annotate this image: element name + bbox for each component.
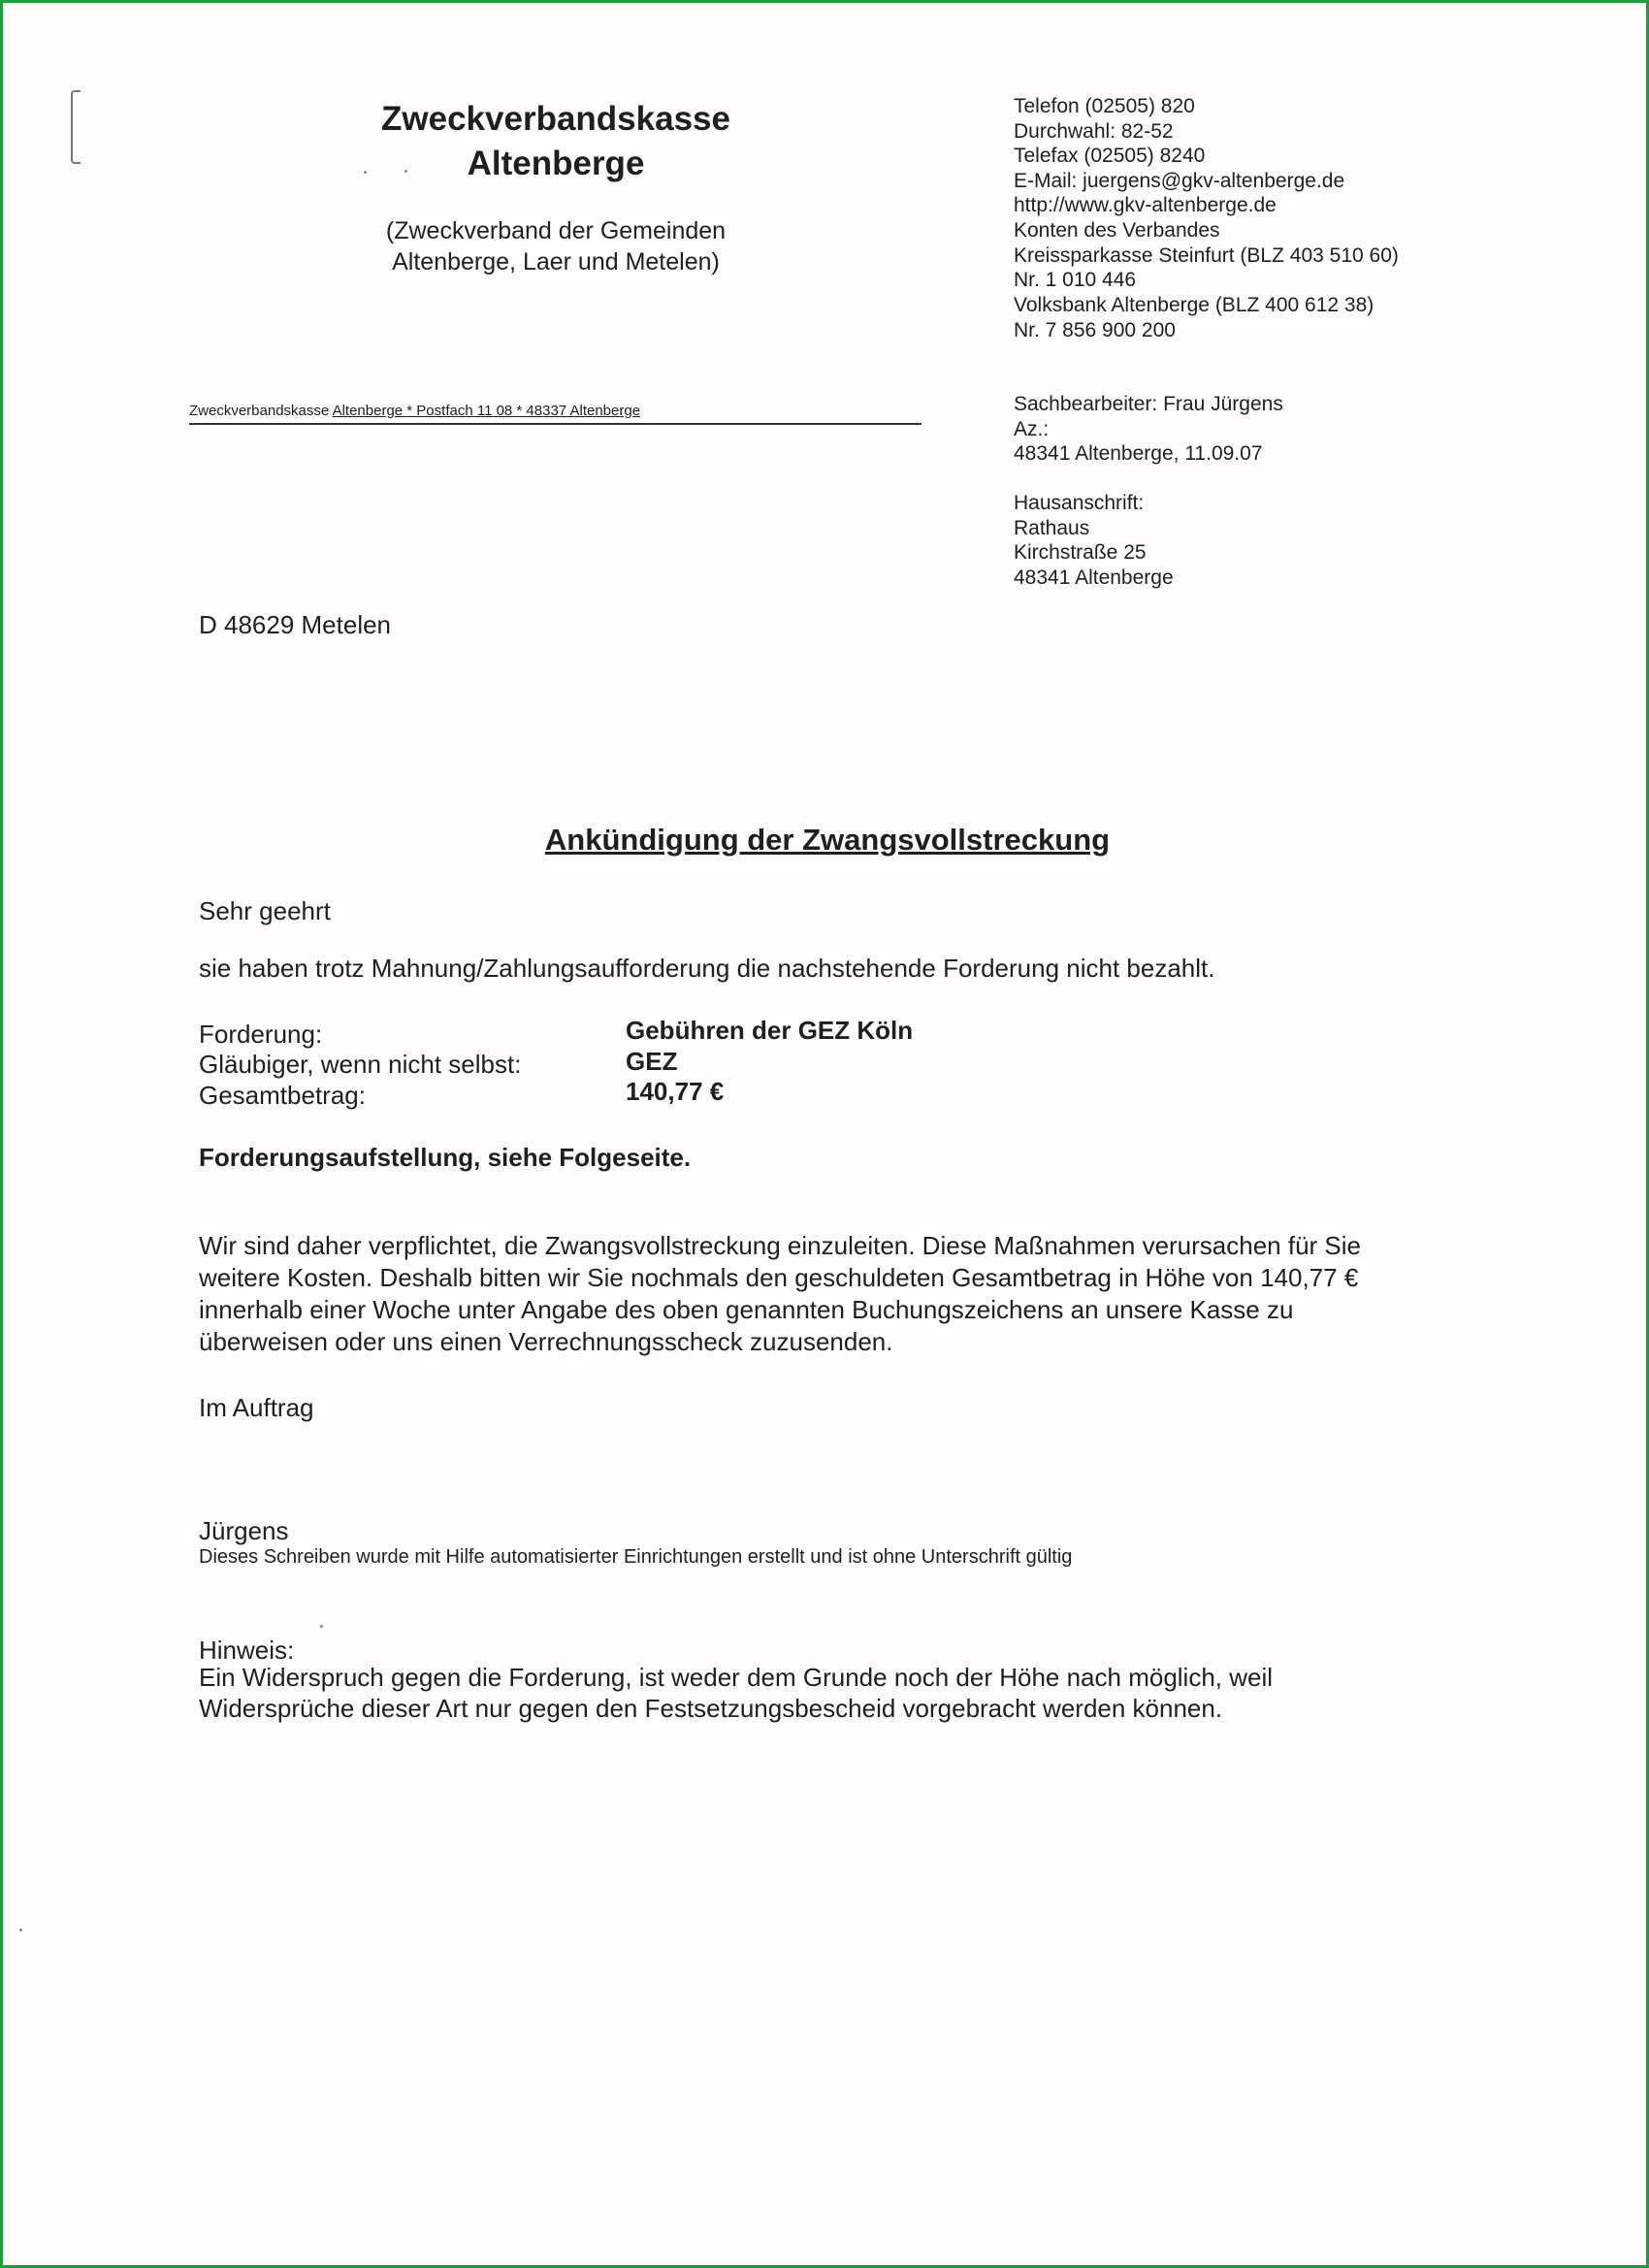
org-name-line2: Altenberge	[467, 145, 645, 182]
sender-name: Zweckverbandskasse	[189, 403, 333, 419]
itemization-note: Forderungsaufstellung, siehe Folgeseite.	[199, 1143, 692, 1172]
contact-website: http://www.gkv-altenberge.de	[1014, 194, 1277, 216]
contact-extension: Durchwahl: 82-52	[1014, 120, 1174, 143]
letter-subject: Ankündigung der Zwangsvollstreckung	[544, 823, 1111, 857]
contact-phone: Telefon (02505) 820	[1014, 95, 1195, 117]
closing: Im Auftrag	[199, 1393, 314, 1422]
scan-speck	[320, 1625, 323, 1628]
file-reference: Az.:	[1014, 418, 1050, 440]
notice-line1: Ein Widerspruch gegen die Forderung, ist weder dem Grunde noch der Höhe nach möglich, weil	[199, 1663, 1274, 1692]
paragraph-line3: innerhalb einer Woche unter Angabe des oben genannten Buchungszeichens an unsere Kasse zu	[199, 1295, 1294, 1324]
sender-return-address	[189, 403, 922, 425]
org-subtitle-line1: (Zweckverband der Gemeinden	[385, 217, 727, 244]
total-value: 140,77 €	[626, 1077, 725, 1106]
contact-bank2-number: Nr. 7 856 900 200	[1014, 319, 1176, 341]
automation-note: Dieses Schreiben wurde mit Hilfe automatisierter Einrichtungen erstellt und ist ohne Unterschrift gültig	[199, 1546, 1073, 1568]
scan-speck	[364, 171, 367, 174]
claim-label: Forderung:	[199, 1020, 323, 1049]
creditor-value: GEZ	[626, 1047, 678, 1076]
contact-bank1: Kreissparkasse Steinfurt (BLZ 403 510 60)	[1014, 244, 1399, 267]
paragraph-line2: weitere Kosten. Deshalb bitten wir Sie nochmals den geschuldeten Gesamtbetrag in Höhe von 140,77 €	[199, 1263, 1359, 1292]
contact-bank1-number: Nr. 1 010 446	[1014, 269, 1137, 291]
org-name-line1: Zweckverbandskasse	[381, 100, 730, 138]
total-label: Gesamtbetrag:	[199, 1081, 366, 1110]
contact-accounts-label: Konten des Verbandes	[1014, 219, 1220, 242]
paragraph-line4: überweisen oder uns einen Verrechnungsscheck zuzusenden.	[199, 1327, 893, 1356]
recipient-city: D 48629 Metelen	[199, 610, 392, 639]
salutation: Sehr geehrt	[199, 896, 331, 925]
notice-line2: Widersprüche dieser Art nur gegen den Festsetzungsbescheid vorgebracht werden können.	[199, 1694, 1223, 1723]
signer-name: Jürgens	[199, 1516, 289, 1545]
contact-bank2: Volksbank Altenberge (BLZ 400 612 38)	[1014, 294, 1374, 316]
paragraph-line1: Wir sind daher verpflichtet, die Zwangsvollstreckung einzuleiten. Diese Maßnahmen verursachen für Sie	[199, 1231, 1362, 1260]
address-line3: 48341 Altenberge	[1014, 567, 1174, 589]
creditor-label: Gläubiger, wenn nicht selbst:	[199, 1050, 522, 1079]
address-label: Hausanschrift:	[1014, 492, 1145, 514]
scan-speck	[404, 170, 407, 173]
address-line1: Rathaus	[1014, 517, 1090, 539]
punch-mark	[71, 90, 81, 164]
clerk-name: Sachbearbeiter: Frau Jürgens	[1014, 393, 1283, 415]
contact-fax: Telefax (02505) 8240	[1014, 145, 1206, 167]
claim-value: Gebühren der GEZ Köln	[626, 1016, 914, 1045]
place-date: 48341 Altenberge, 11.09.07	[1014, 442, 1263, 465]
scan-speck	[19, 1928, 22, 1931]
address-line2: Kirchstraße 25	[1014, 541, 1147, 564]
contact-email: E-Mail: juergens@gkv-altenberge.de	[1014, 170, 1345, 192]
sender-address: Altenberge * Postfach 11 08 * 48337 Altenberge	[332, 403, 641, 419]
intro-text: sie haben trotz Mahnung/Zahlungsaufforderung die nachstehende Forderung nicht bezahlt.	[199, 954, 1215, 983]
notice-label: Hinweis:	[199, 1636, 295, 1665]
org-subtitle-line2: Altenberge, Laer und Metelen)	[392, 248, 720, 275]
